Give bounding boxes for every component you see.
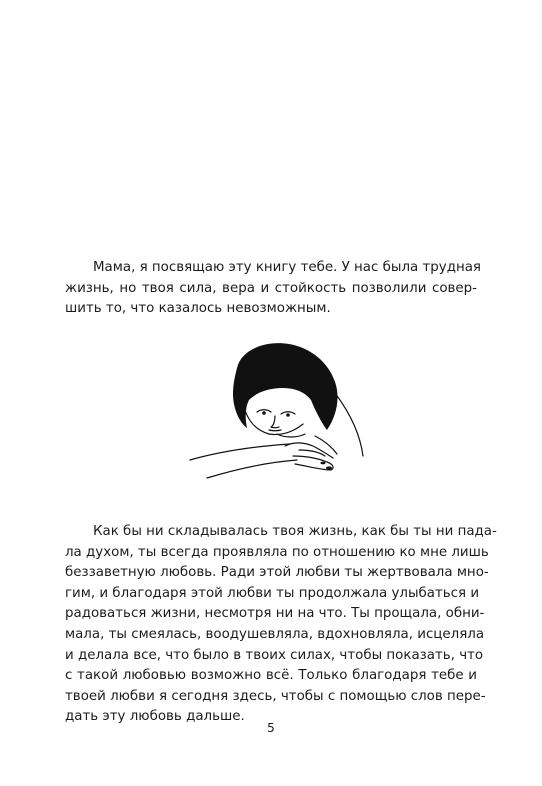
text-line: шить то, что казалось невозможным.: [65, 301, 331, 317]
text-line: дать эту любовь дальше.: [65, 709, 245, 725]
text-line: твоей любви я сегодня здесь, чтобы с помощью слов пере-: [65, 688, 486, 704]
text-line: Мама, я посвящаю эту книгу тебе. У нас была трудная: [93, 260, 481, 275]
tribute-paragraph: [65, 522, 497, 728]
text-line: беззаветную любовь. Ради этой любви ты жертвовала мно-: [65, 565, 489, 581]
text-line: и делала все, что было в твоих силах, чтобы показать, что: [65, 647, 484, 663]
text-line: гим, и благодаря этой любви ты продолжала улыбаться и: [65, 585, 480, 601]
woman-resting-head-illustration: [185, 338, 365, 488]
text-line: радоваться жизни, несмотря ни на что. Ты прощала, обни-: [65, 606, 485, 622]
text-line: с такой любовью возможно всё. Только благодаря тебе и: [65, 668, 477, 684]
text-line: Как бы ни складывалась твоя жизнь, как бы ты ни пада-: [93, 524, 497, 539]
page-number: 5: [267, 721, 275, 735]
text-line: жизнь, но твоя сила, вера и стойкость позволили совер-: [65, 280, 477, 296]
dedication-paragraph: [65, 258, 481, 320]
text-line: мала, ты смеялась, воодушевляла, вдохновляла, исцеляла: [65, 626, 485, 642]
text-line: ла духом, ты всегда проявляла по отношению ко мне лишь: [65, 544, 489, 560]
